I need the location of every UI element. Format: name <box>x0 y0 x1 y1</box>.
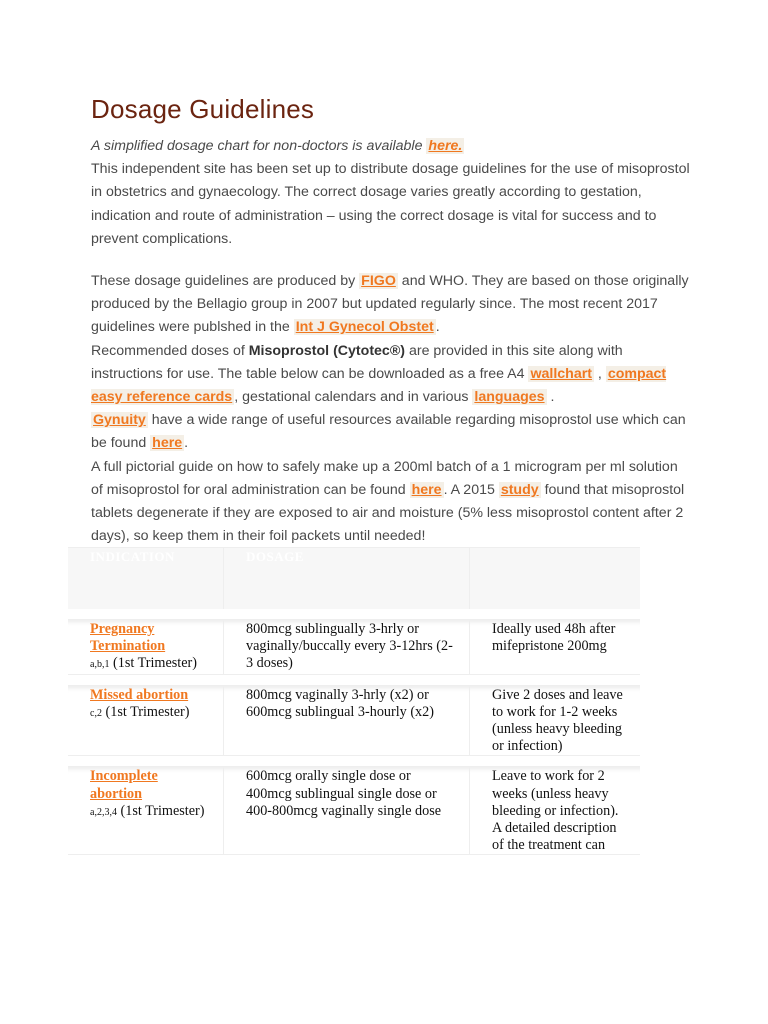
table-row <box>68 767 640 855</box>
gynuity-link[interactable]: Gynuity <box>93 412 146 429</box>
notes-cell: Ideally used 48h after mifepristone 200mg <box>470 620 640 675</box>
text-span: and WHO. They are based on those originally produced by the Bellagio group in 2007 but updated regularly since. The most recent 2017 guidelines were publshed in the <box>91 273 689 336</box>
reference-markers: a,b,1 <box>90 659 110 671</box>
wallchart-link[interactable]: wallchart <box>530 365 592 382</box>
article-body <box>91 135 691 548</box>
text-span: . <box>546 389 555 406</box>
trimester-label: (1st Trimester) <box>109 655 197 672</box>
gynuity-resources-link[interactable]: here <box>152 435 183 452</box>
paragraph-pictorial-guide <box>91 456 691 549</box>
table-row <box>68 620 640 675</box>
text-span: are provided in this site along with instructions for use. The table below can be downloaded as a free A4 <box>91 342 623 382</box>
dosage-cell: 600mcg orally single dose or 400mcg sublingual single dose or 400-800mcg vaginally single dose <box>224 767 470 855</box>
text-span: These dosage guidelines are produced by <box>91 273 360 290</box>
paragraph-purpose: This independent site has been set up to distribute dosage guidelines for the use of misoprostol in obstetrics and gynaecology. The correct dosage varies greatly according to gestation, indication and route of administration – using the correct dosage is vital for success and to prevent complications. <box>91 161 690 247</box>
intro-text: A simplified dosage chart for non-doctors is available <box>91 138 427 154</box>
simplified-chart-link[interactable]: here. <box>428 138 463 154</box>
dosage-cell: 800mcg sublingually 3-hrly or vaginally/buccally every 3-12hrs (2-3 doses) <box>224 620 470 675</box>
figo-link[interactable]: FIGO <box>361 273 396 290</box>
trimester-label: (1st Trimester) <box>116 802 205 819</box>
drug-name: Misoprostol (Cytotec®) <box>248 342 406 359</box>
indication-link[interactable]: Missed abortion <box>90 686 189 703</box>
text-span: Recommended doses of <box>91 342 249 359</box>
notes-cell: Leave to work for 2 weeks (unless heavy bleeding or infection). A detailed description of the treatment can <box>470 767 640 855</box>
journal-link[interactable]: Int J Gynecol Obstet <box>295 319 434 336</box>
study-link[interactable]: study <box>500 481 539 498</box>
paragraph-gynuity <box>91 409 691 455</box>
text-span: . A 2015 <box>443 481 499 498</box>
header-indication: INDICATION <box>68 547 224 609</box>
paragraph-downloads <box>91 340 691 410</box>
dosage-cell: 800mcg vaginally 3-hrly (x2) or 600mcg sublingual 3-hourly (x2) <box>224 686 470 757</box>
reference-markers: a,2,3,4 <box>90 806 117 818</box>
table-header-row <box>68 547 640 609</box>
notes-cell: Give 2 doses and leave to work for 1-2 weeks (unless heavy bleeding or infection) <box>470 686 640 757</box>
indication-link[interactable]: Incomplete abortion <box>90 768 158 802</box>
table-row <box>68 686 640 757</box>
languages-link[interactable]: languages <box>474 389 545 406</box>
dosage-table <box>68 547 640 855</box>
page-title: Dosage Guidelines <box>91 94 315 124</box>
pictorial-guide-link[interactable]: here <box>411 481 442 498</box>
text-span: , <box>593 365 606 382</box>
header-dosage: DOSAGE <box>224 547 470 609</box>
text-span: have a wide range of useful resources available regarding misoprostol use which can be found <box>91 412 686 452</box>
reference-cards-link[interactable]: compact easy reference cards <box>91 365 667 406</box>
indication-cell <box>68 686 224 757</box>
paragraph-source <box>91 270 691 340</box>
indication-cell <box>68 620 224 675</box>
text-span: , gestational calendars and in various <box>234 389 473 406</box>
text-span: . <box>184 435 189 452</box>
header-notes <box>470 547 640 609</box>
trimester-label: (1st Trimester) <box>101 703 190 720</box>
text-span: . <box>435 319 440 336</box>
indication-link[interactable]: Pregnancy Termination <box>90 621 166 655</box>
text-span: A full pictorial guide on how to safely make up a 200ml batch of a 1 microgram per ml solution of misoprostol for oral administration can be found <box>91 458 678 498</box>
reference-markers: c,2 <box>90 707 102 719</box>
indication-cell <box>68 767 224 855</box>
intro-line <box>91 135 691 158</box>
text-span: found that misoprostol tablets degenerate if they are exposed to air and moisture (5% less misoprostol content after 2 days), so keep them in their foil packets until needed! <box>91 481 685 545</box>
